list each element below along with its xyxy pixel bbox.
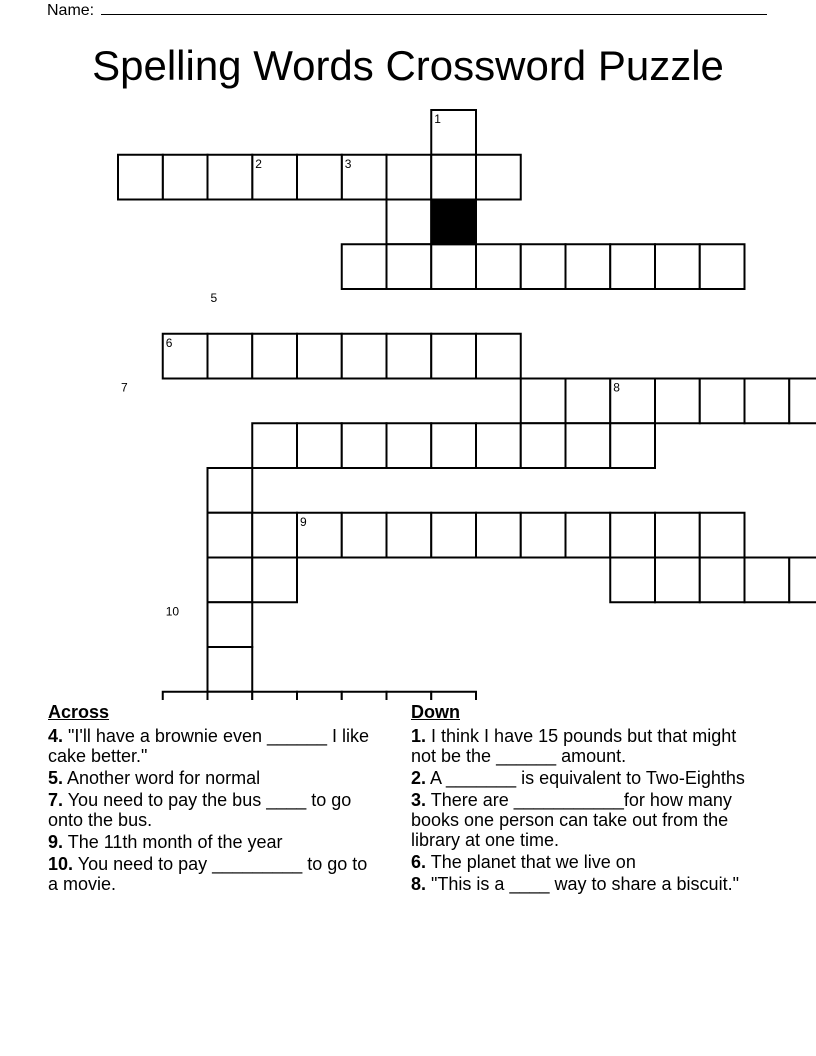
grid-cell[interactable] xyxy=(118,155,163,200)
grid-cell[interactable] xyxy=(521,244,566,289)
cell-number: 3 xyxy=(344,156,352,171)
across-clue-9 xyxy=(48,832,378,852)
grid-cell[interactable] xyxy=(521,423,566,468)
grid-cell[interactable] xyxy=(342,244,387,289)
grid-cell[interactable] xyxy=(789,558,816,603)
grid-cell[interactable] xyxy=(297,423,342,468)
cell-number: 6 xyxy=(165,335,173,350)
grid-cell[interactable] xyxy=(566,513,611,558)
clue-text: The planet that we live on xyxy=(430,852,636,872)
clue-text: I think I have 15 pounds but that might not be the ______ amount. xyxy=(411,726,737,766)
grid-cell[interactable] xyxy=(387,200,432,245)
clue-number: 6. xyxy=(411,852,427,872)
grid-cell[interactable] xyxy=(655,244,700,289)
down-clue-1 xyxy=(411,726,761,766)
grid-cell[interactable] xyxy=(208,602,253,647)
clue-number: 7. xyxy=(48,790,64,810)
cell-number: 5 xyxy=(210,291,218,305)
grid-cell[interactable] xyxy=(252,423,297,468)
grid-cell[interactable] xyxy=(297,692,342,700)
across-heading: Across xyxy=(48,702,110,722)
grid-cell[interactable] xyxy=(342,423,387,468)
grid-cell[interactable] xyxy=(297,155,342,200)
grid-cell[interactable] xyxy=(655,558,700,603)
grid-cell[interactable] xyxy=(387,692,432,700)
cell-number: 10 xyxy=(165,604,180,619)
across-clue-4 xyxy=(48,726,378,766)
cell-number: 7 xyxy=(121,380,128,395)
grid-cell[interactable] xyxy=(566,244,611,289)
grid-cell[interactable] xyxy=(521,379,566,424)
cell-number: 1 xyxy=(434,112,441,126)
grid-cell[interactable] xyxy=(387,334,432,379)
grid-cell[interactable] xyxy=(208,647,253,692)
down-clue-3 xyxy=(411,790,761,850)
clue-text: You need to pay the bus ____ to go onto the bus. xyxy=(48,790,352,830)
grid-cell[interactable] xyxy=(252,334,297,379)
grid-cell[interactable] xyxy=(566,379,611,424)
grid-cell[interactable] xyxy=(431,692,476,700)
grid-cell[interactable] xyxy=(208,692,253,700)
grid-cell[interactable] xyxy=(208,468,253,513)
grid-cell[interactable] xyxy=(521,513,566,558)
cell-number: 8 xyxy=(613,380,620,395)
grid-cell[interactable] xyxy=(342,692,387,700)
clue-number: 8. xyxy=(411,874,427,894)
across-clues xyxy=(48,702,378,896)
grid-cell[interactable] xyxy=(476,513,521,558)
across-clue-10 xyxy=(48,854,378,894)
grid-cell[interactable] xyxy=(431,423,476,468)
across-clue-5 xyxy=(48,768,378,788)
grid-cell[interactable] xyxy=(431,244,476,289)
grid-cell[interactable] xyxy=(342,334,387,379)
grid-cell[interactable] xyxy=(610,244,655,289)
grid-cell[interactable] xyxy=(208,558,253,603)
grid-cell[interactable] xyxy=(431,155,476,200)
down-clues xyxy=(411,702,761,896)
grid-cell[interactable] xyxy=(387,423,432,468)
clue-number: 10. xyxy=(48,854,74,874)
grid-cell[interactable] xyxy=(655,513,700,558)
page-title: Spelling Words Crossword Puzzle xyxy=(92,42,724,89)
grid-cell[interactable] xyxy=(610,423,655,468)
grid-cell[interactable] xyxy=(208,334,253,379)
cell-number: 9 xyxy=(300,514,307,529)
clue-number: 9. xyxy=(48,832,64,852)
grid-cell[interactable] xyxy=(163,155,208,200)
clue-number: 5. xyxy=(48,768,64,788)
clue-text: "I'll have a brownie even ______ I like cake better." xyxy=(48,726,370,766)
clue-text: Another word for normal xyxy=(67,768,261,788)
clue-number: 3. xyxy=(411,790,427,810)
grid-cell[interactable] xyxy=(700,558,745,603)
grid-cell[interactable] xyxy=(610,513,655,558)
grid-cell[interactable] xyxy=(252,692,297,700)
cell-number: 2 xyxy=(255,156,262,171)
grid-cell[interactable] xyxy=(387,244,432,289)
clue-number: 1. xyxy=(411,726,427,746)
down-clue-8 xyxy=(411,874,761,894)
grid-cell[interactable] xyxy=(252,513,297,558)
grid-cell[interactable] xyxy=(745,379,790,424)
grid-cell[interactable] xyxy=(387,155,432,200)
grid-cell[interactable] xyxy=(476,423,521,468)
grid-cell[interactable] xyxy=(700,244,745,289)
grid-cell[interactable] xyxy=(163,692,208,700)
grid-cell[interactable] xyxy=(342,513,387,558)
grid-cell[interactable] xyxy=(700,379,745,424)
name-label: Name: xyxy=(47,2,95,19)
grid-cell[interactable] xyxy=(476,155,521,200)
grid-cell[interactable] xyxy=(655,379,700,424)
across-clue-7 xyxy=(48,790,378,830)
clue-number: 2. xyxy=(411,768,427,788)
grid-cell[interactable] xyxy=(789,379,816,424)
grid-cell[interactable] xyxy=(476,334,521,379)
grid-cell[interactable] xyxy=(431,334,476,379)
clue-text: There are ___________for how many books one person can take out from the library at one time. xyxy=(411,790,732,850)
grid-cell[interactable] xyxy=(476,244,521,289)
clue-number: 4. xyxy=(48,726,64,746)
clue-text: The 11th month of the year xyxy=(67,832,283,852)
clue-text: You need to pay _________ to go to a movie. xyxy=(48,854,368,894)
grid-cell[interactable] xyxy=(610,558,655,603)
grid-cell[interactable] xyxy=(745,558,790,603)
grid-cell[interactable] xyxy=(208,155,253,200)
grid-cell[interactable] xyxy=(700,513,745,558)
grid-cell[interactable] xyxy=(252,558,297,603)
cell-number: 4 xyxy=(434,201,441,216)
grid-cell[interactable] xyxy=(431,513,476,558)
grid-cell[interactable] xyxy=(566,423,611,468)
grid-cell[interactable] xyxy=(297,334,342,379)
down-clue-2 xyxy=(411,768,761,788)
down-clue-6 xyxy=(411,852,761,872)
down-heading: Down xyxy=(411,702,460,722)
grid-cell[interactable] xyxy=(208,513,253,558)
grid-cell[interactable] xyxy=(387,513,432,558)
clue-text: "This is a ____ way to share a biscuit." xyxy=(431,874,739,894)
clue-text: A _______ is equivalent to Two-Eighths xyxy=(430,768,745,788)
